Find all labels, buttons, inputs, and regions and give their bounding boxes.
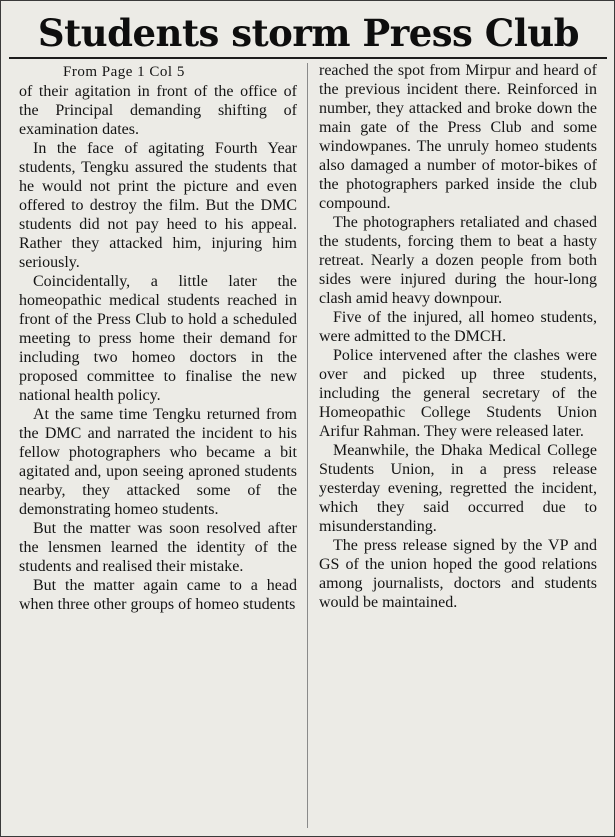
paragraph: In the face of agitating Fourth Year students, Tengku assured the students that he would not print the picture and even offered to destroy the film. But the DMC students did not pay heed to his appeal. Rather they attacked him, injuring him seriously.	[19, 140, 297, 271]
headline: Students storm Press Club	[37, 11, 580, 55]
paragraph: The press release signed by the VP and GS of the union hoped the good relations among journalists, doctors and students would be maintained.	[319, 537, 597, 611]
paragraph: But the matter was soon resolved after the lensmen learned the identity of the students and realised their mistake.	[19, 520, 297, 575]
right-column	[319, 61, 597, 612]
paragraph: reached the spot from Mirpur and heard of the previous incident there. Reinforced in number, they attacked and broke down the main gate of the Press Club and some windowpanes. The unruly homeo students also damaged a number of motor-bikes of the photographers parked inside the club compound.	[319, 62, 597, 212]
jump-line: From Page 1 Col 5	[63, 64, 185, 80]
left-column	[19, 61, 297, 614]
paragraph: Police intervened after the clashes were over and picked up three students, including the general secretary of the Homeopathic College Students Union Arifur Rahman. They were released later.	[319, 347, 597, 440]
paragraph: Five of the injured, all homeo students, were admitted to the DMCH.	[319, 309, 597, 345]
paragraph: Meanwhile, the Dhaka Medical College Students Union, in a press release yesterday evening, regretted the incident, which they said occurred due to misunderstanding.	[319, 442, 597, 535]
paragraph: The photographers retaliated and chased the students, forcing them to beat a hasty retreat. Nearly a dozen people from both sides were injured during the hour-long clash amid heavy downpour.	[319, 214, 597, 307]
paragraph: of their agitation in front of the office of the Principal demanding shifting of examination dates.	[19, 83, 297, 138]
headline-rule	[9, 57, 607, 59]
paragraph: But the matter again came to a head when three other groups of homeo students	[19, 577, 297, 613]
paragraph: Coincidentally, a little later the homeopathic medical students reached in front of the Press Club to hold a scheduled meeting to press home their demand for including two homeo doctors in the proposed committee to finalise the new national health policy.	[19, 273, 297, 404]
column-gutter	[307, 63, 308, 828]
paragraph: At the same time Tengku returned from the DMC and narrated the incident to his fellow photographers who became a bit agitated and, upon seeing aproned students nearby, they attacked some of the demonstrating homeo students.	[19, 406, 297, 518]
